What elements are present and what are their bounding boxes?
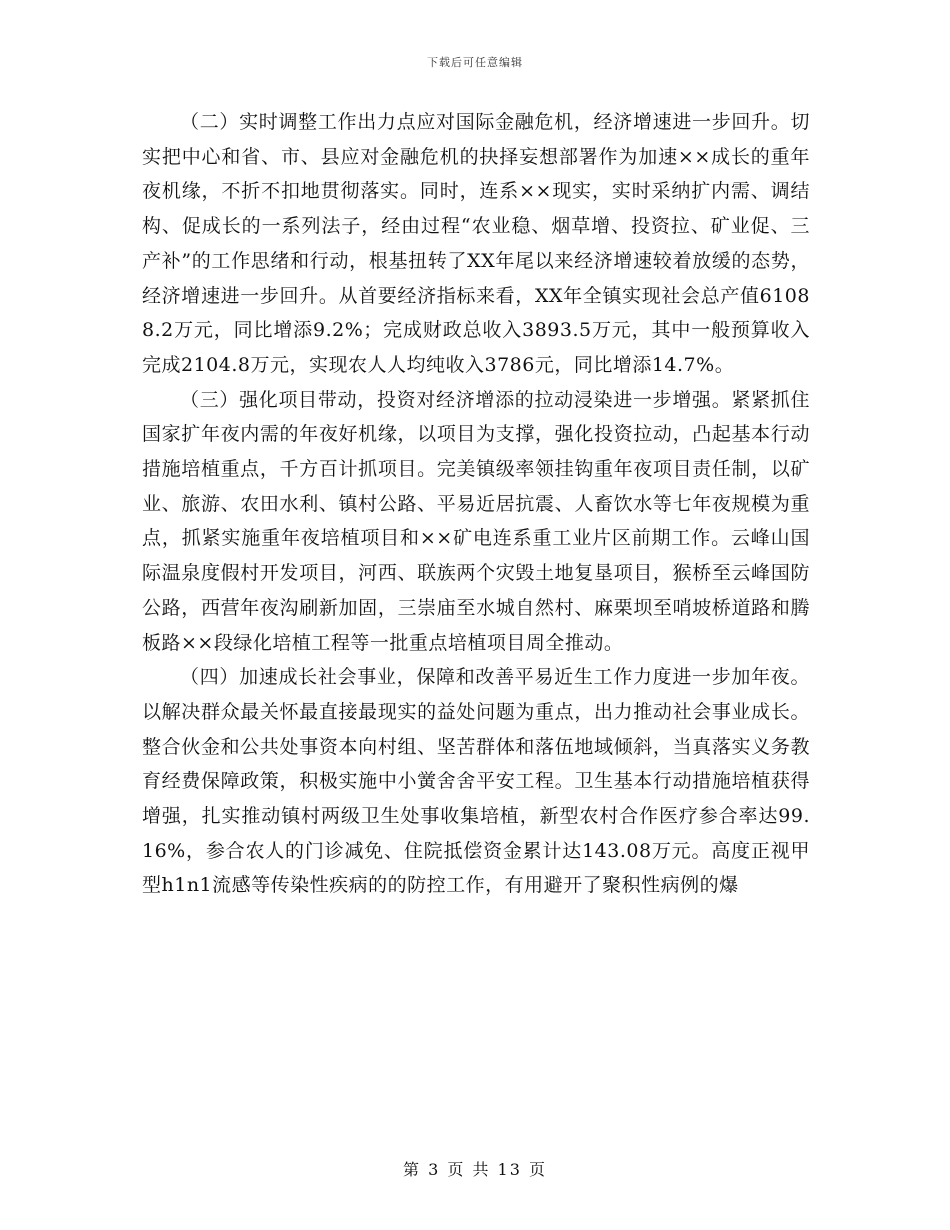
paragraph-2: （二）实时调整工作出力点应对国际金融危机，经济增速进一步回升。切实把中心和省、市、县应对金融危机的抉择妄想部署作为加速××成长的重年夜机缘，不折不扣地贯彻落实。同时，连系××现实，实时采纳扩内需、调结构、促成长的一系列法子，经由过程“农业稳、烟草增、投资拉、矿业促、三产补”的工作思绪和行动，根基扭转了XX年尾以来经济增速较着放缓的态势，经济增速进一步回升。从首要经济指标来看，XX年全镇实现社会总产值61088.2万元，同比增添9.2%；完成财政总收入3893.5万元，其中一般预算收入完成2104.8万元，实现农人人均纯收入3786元，同比增添14.7%。	[142, 111, 810, 376]
page-number: 第 3 页 共 13 页	[403, 1160, 547, 1179]
paragraph-4: （四）加速成长社会事业，保障和改善平易近生工作力度进一步加年夜。以解决群众最关怀最直接最现实的益处问题为重点，出力推动社会事业成长。整合伙金和公共处事资本向村组、坚苦群体和落伍地域倾斜，当真落实义务教育经费保障政策，积极实施中小黉舍舍平安工程。卫生基本行动措施培植获得增强，扎实推动镇村两级卫生处事收集培植，新型农村合作医疗参合率达99.16%，参合农人的门诊减免、住院抵偿资金累计达143.08万元。高度正视甲型h1n1流感等传染性疾病的的防控工作，有用避开了聚积性病例的爆	[142, 666, 810, 897]
paragraph-3: （三）强化项目带动，投资对经济增添的拉动浸染进一步增强。紧紧抓住国家扩年夜内需的年夜好机缘，以项目为支撑，强化投资拉动，凸起基本行动措施培植重点，千方百计抓项目。完美镇级率领挂钩重年夜项目责任制，以矿业、旅游、农田水利、镇村公路、平易近居抗震、人畜饮水等七年夜规模为重点，抓紧实施重年夜培植项目和××矿电连系重工业片区前期工作。云峰山国际温泉度假村开发项目，河西、联族两个灾毁土地复垦项目，猴桥至云峰国防公路，西营年夜沟刷新加固，三崇庙至水城自然村、麻栗坝至哨坡桥道路和腾板路××段绿化培植工程等一批重点培植项目周全推动。	[142, 388, 810, 654]
page-header: 下载后可任意编辑	[427, 56, 523, 69]
document-body	[142, 105, 810, 903]
